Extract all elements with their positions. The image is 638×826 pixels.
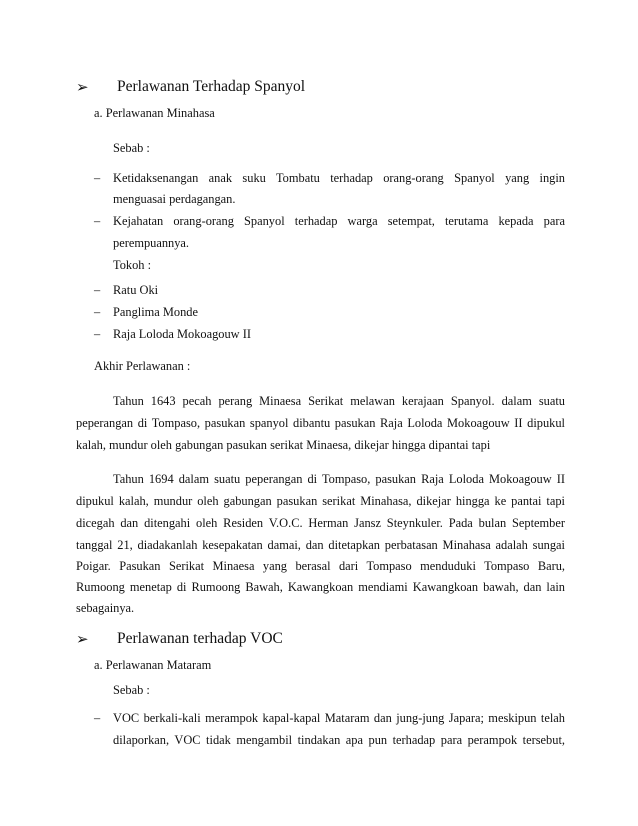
paragraph-line: sebagainya. xyxy=(76,601,135,615)
tokoh-item: Ratu Oki xyxy=(113,283,159,297)
cause-line: Kejahatan orang-orang Spanyol terhadap warga setempat, terutama kepada para xyxy=(113,214,565,228)
dash-icon: – xyxy=(94,305,101,319)
section-heading-spanyol: Perlawanan Terhadap Spanyol xyxy=(117,78,306,95)
akhir-perlawanan-label: Akhir Perlawanan : xyxy=(94,359,191,373)
subheading-minahasa: a. Perlawanan Minahasa xyxy=(94,106,215,120)
tokoh-label: Tokoh : xyxy=(113,258,152,272)
paragraph-line: dicegah dan ditengahi oleh Residen V.O.C. Herman Jansz Steynkuler. Pada bulan September xyxy=(76,516,565,530)
cause-line: perempuannya. xyxy=(113,236,190,250)
paragraph-line: Tahun 1643 pecah perang Minaesa Serikat melawan kerajaan Spanyol. dalam suatu xyxy=(113,394,565,408)
subheading-mataram: a. Perlawanan Mataram xyxy=(94,658,212,672)
cause-line: Ketidaksenangan anak suku Tombatu terhadap orang-orang Spanyol yang ingin xyxy=(113,171,565,185)
cause-line: VOC berkali-kali merampok kapal-kapal Mataram dan jung-jung Japara; meskipun telah xyxy=(113,711,565,725)
paragraph-line: Poigar. Pasukan Serikat Minaesa yang berasal dari Tompaso menduduki Tompaso Baru, xyxy=(76,559,565,573)
paragraph-line: Tahun 1694 dalam suatu peperangan di Tompaso, pasukan Raja Loloda Mokoagouw II xyxy=(113,472,565,486)
paragraph-line: dipukul kalah, mundur oleh gabungan pasukan serikat Minahasa, dikejar hingga ke pantai tapi xyxy=(76,494,565,508)
section-heading-voc: Perlawanan terhadap VOC xyxy=(117,630,283,647)
arrow-bullet-icon: ➢ xyxy=(76,630,89,648)
arrow-bullet-icon: ➢ xyxy=(76,78,89,96)
dash-icon: – xyxy=(94,214,101,228)
tokoh-item: Panglima Monde xyxy=(113,305,199,319)
paragraph-line: tanggal 21, diadakanlah kesepakatan damai, dan ditetapkan perbatasan Minahasa adalah sungai xyxy=(76,538,565,552)
paragraph-line: Rumoong menetap di Rumoong Bawah, Kawangkoan mendiami Kawangkoan bawah, dan lain xyxy=(76,580,565,594)
dash-icon: – xyxy=(94,711,101,725)
dash-icon: – xyxy=(94,283,101,297)
paragraph-line: peperangan di Tompaso, pasukan spanyol dibantu pasukan Raja Loloda Mokoagouw II dipukul xyxy=(76,416,565,430)
cause-line: dilaporkan, VOC tidak mengambil tindakan apa pun terhadap para perampok tersebut, xyxy=(113,733,565,747)
paragraph-line: kalah, mundur oleh gabungan pasukan serikat Minaesa, dikejar hingga dipantai tapi xyxy=(76,438,491,452)
dash-icon: – xyxy=(94,327,101,341)
tokoh-item: Raja Loloda Mokoagouw II xyxy=(113,327,251,341)
sebab-label: Sebab : xyxy=(113,141,150,155)
dash-icon: – xyxy=(94,171,101,185)
cause-line: menguasai perdagangan. xyxy=(113,192,236,206)
sebab-label: Sebab : xyxy=(113,683,150,697)
